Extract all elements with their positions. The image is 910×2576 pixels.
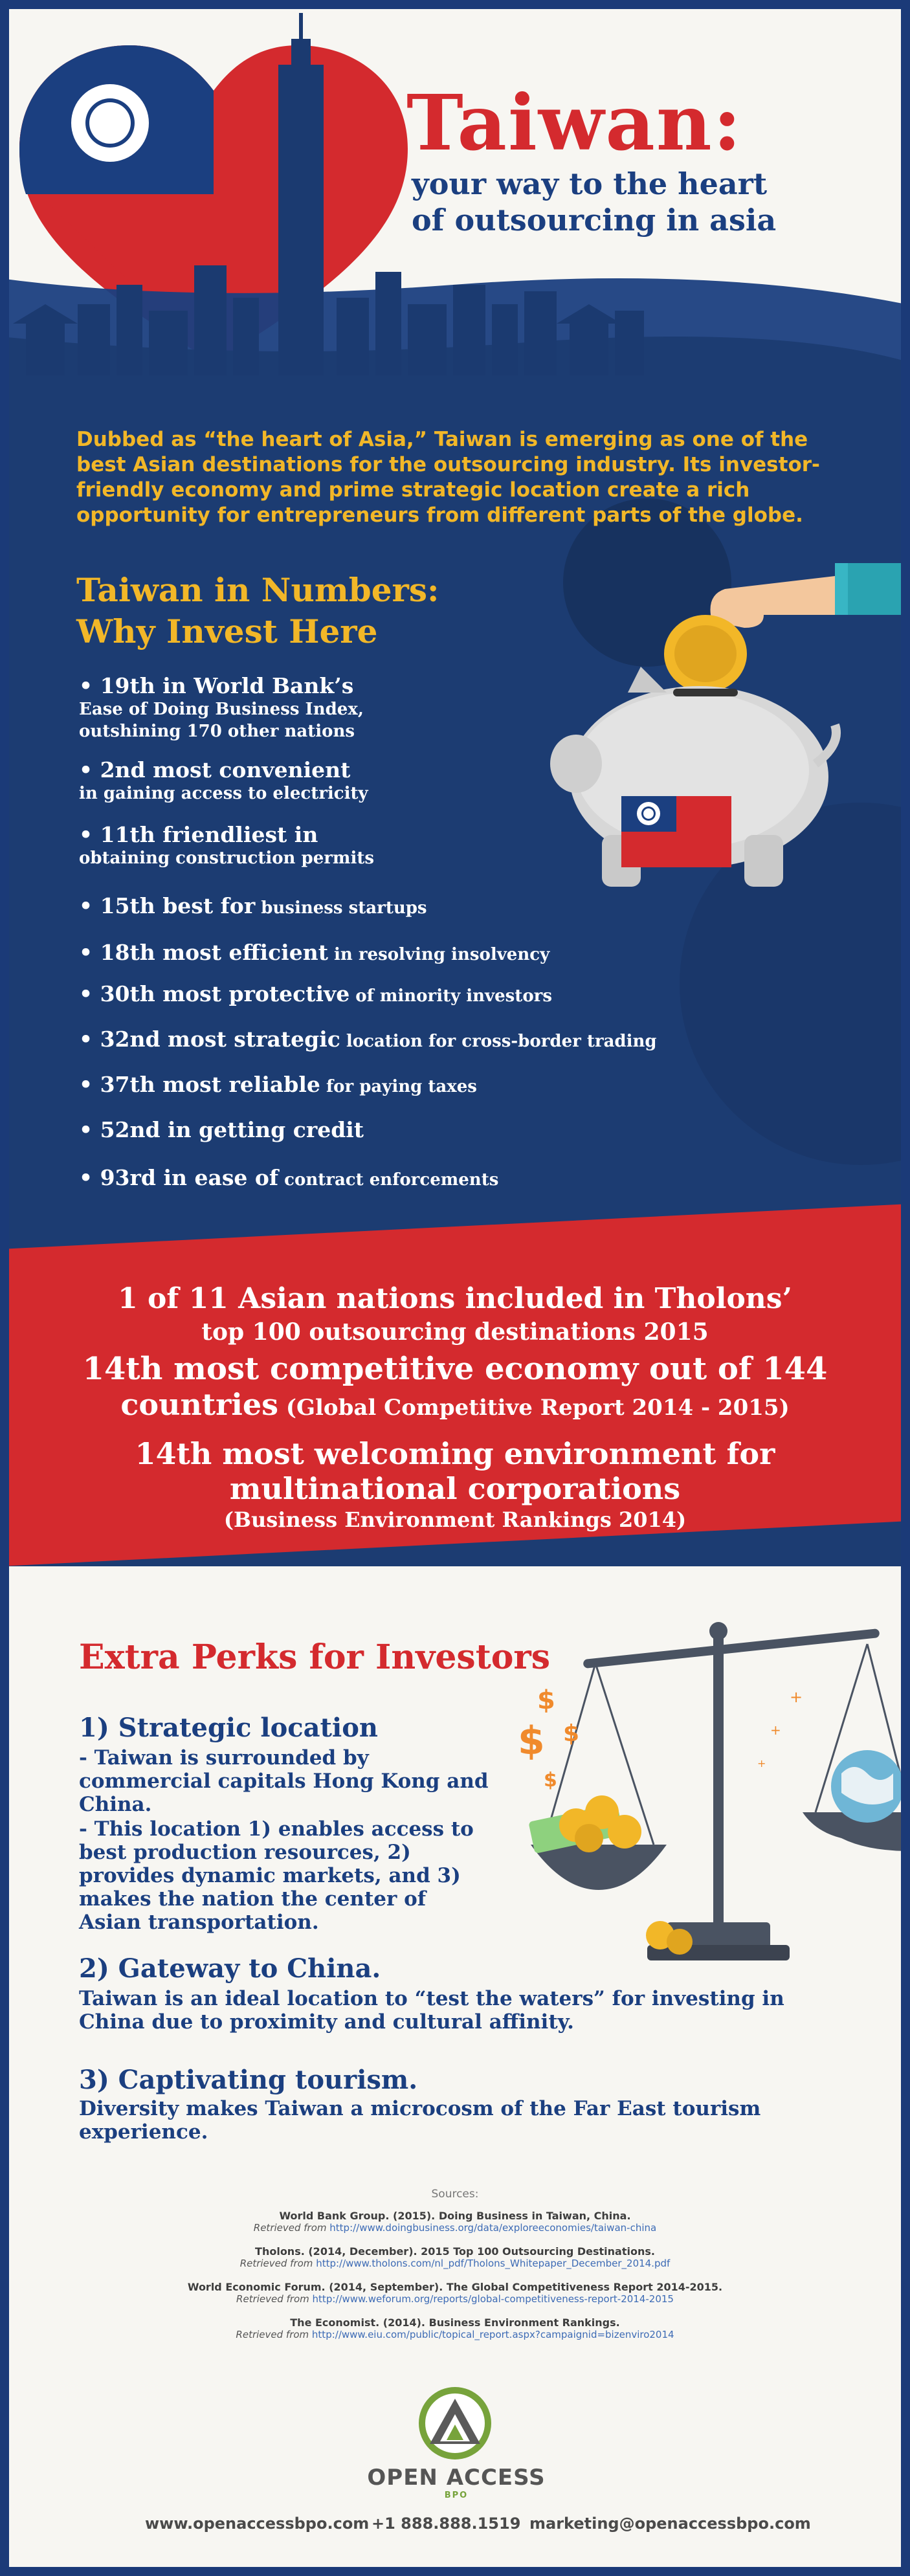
perk-3-body: Diversity makes Taiwan a microcosm of the Far East tourism experience. <box>79 2097 761 2144</box>
brand-sub: BPO <box>444 2491 469 2500</box>
perks-top-diagonal <box>0 1566 910 1617</box>
list-item: • 19th in World Bank’s Ease of Doing Business Index, outshining 170 other nations <box>79 673 364 741</box>
highlight-2-main: 14th most competitive economy out of 144 <box>82 1351 828 1387</box>
perks-heading: Extra Perks for Investors <box>79 1638 551 1677</box>
source-link[interactable]: http://www.weforum.org/reports/global-competitiveness-report-2014-2015 <box>312 2293 674 2305</box>
header <box>0 0 910 401</box>
source-link[interactable]: http://www.doingbusiness.org/data/exploreeconomies/taiwan-china <box>329 2222 657 2234</box>
list-item: • 11th friendliest in obtaining construction permits <box>79 822 374 868</box>
page-subtitle <box>412 166 904 238</box>
piggy-bank-illustration <box>531 550 906 913</box>
subtitle-line-2: of outsourcing in asia <box>412 203 777 238</box>
perk-1-body-2: - This location 1) enables access to best production resources, 2) provides dynamic markets, and 3) makes the nation the center of Asian transportation. <box>79 1817 474 1934</box>
svg-text:$: $ <box>544 1769 557 1792</box>
highlight-1-main: 1 of 11 Asian nations included in Tholons’ <box>118 1282 792 1315</box>
list-item: • 30th most protective of minority investors <box>79 981 552 1006</box>
website-link[interactable]: www.openaccessbpo.com <box>145 2515 370 2533</box>
source-item: World Bank Group. (2015). Doing Business in Taiwan, China. Retrieved from http://www.doingbusiness.org/data/exploreeconomies/taiwan-china <box>253 2210 657 2234</box>
numbers-heading <box>76 570 439 652</box>
svg-text:+: + <box>770 1722 781 1738</box>
svg-text:+: + <box>790 1688 803 1706</box>
list-item: • 15th best for business startups <box>79 893 427 918</box>
sources-heading: Sources: <box>431 2188 479 2201</box>
list-item: • 2nd most convenient in gaining access to electricity <box>79 757 368 803</box>
perk-2-body: Taiwan is an ideal location to “test the waters” for investing in China due to proximity and cultural affinity. <box>79 1987 784 2034</box>
subtitle-line-1: your way to the heart <box>412 166 768 201</box>
highlight-3-main-b: multinational corporations <box>229 1471 681 1506</box>
numbers-heading-line-1: Taiwan in Numbers: <box>76 571 439 609</box>
perk-1-heading: 1) Strategic location <box>79 1713 378 1743</box>
list-item: • 37th most reliable for paying taxes <box>79 1072 477 1097</box>
highlight-2-sub: countries (Global Competitive Report 2014 - 2015) <box>120 1387 790 1422</box>
perks-section <box>0 1566 910 2576</box>
svg-text:$: $ <box>518 1718 545 1764</box>
brand-name: OPEN ACCESS <box>367 2465 546 2491</box>
perk-1-body: - Taiwan is surrounded by commercial capitals Hong Kong and China. <box>79 1746 489 1816</box>
phone-number[interactable]: +1 888.888.1519 <box>372 2515 521 2533</box>
source-item: The Economist. (2014). Business Environment Rankings. Retrieved from http://www.eiu.com/public/topical_report.aspx?campaignid=bizenviro2014 <box>236 2316 674 2340</box>
highlights-band <box>0 1204 910 1566</box>
svg-text:$: $ <box>537 1685 555 1715</box>
source-item: World Economic Forum. (2014, September). The Global Competitiveness Report 2014-2015. Retrieved from http://www.weforum.org/reports/global-competitiveness-report-2014-2015 <box>187 2281 723 2305</box>
numbers-section <box>0 401 910 1236</box>
list-item: • 93rd in ease of contract enforcements <box>79 1165 499 1190</box>
perk-2-heading: 2) Gateway to China. <box>79 1953 381 1984</box>
list-item: • 52nd in getting credit <box>79 1117 364 1142</box>
list-item: • 18th most efficient in resolving insolvency <box>79 940 550 965</box>
page-title: Taiwan: <box>406 78 743 168</box>
highlight-1-sub: top 100 outsourcing destinations 2015 <box>201 1318 709 1346</box>
intro-paragraph: Dubbed as “the heart of Asia,” Taiwan is emerging as one of the best Asian destinations for the outsourcing industry. Its investor-friendly economy and prime strategic location create a rich opportunity for entrepreneurs from different parts of the globe. <box>76 428 820 527</box>
email-link[interactable]: marketing@openaccessbpo.com <box>529 2515 811 2533</box>
list-item: • 32nd most strategic location for cross-border trading <box>79 1027 657 1052</box>
highlight-3-sub: (Business Environment Rankings 2014) <box>223 1507 687 1532</box>
source-item: Tholons. (2014, December). 2015 Top 100 Outsourcing Destinations. Retrieved from http://www.tholons.com/nl_pdf/Tholons_Whitepaper_December_2014.pdf <box>239 2245 671 2269</box>
source-link[interactable]: http://www.eiu.com/public/topical_report.aspx?campaignid=bizenviro2014 <box>311 2329 674 2340</box>
sources-block <box>0 2188 910 2352</box>
svg-text:+: + <box>757 1757 766 1770</box>
open-access-logo-icon <box>408 2384 502 2462</box>
highlight-3-main-a: 14th most welcoming environment for <box>135 1436 775 1471</box>
balance-scale-illustration <box>505 1618 910 1981</box>
svg-text:$: $ <box>563 1720 580 1747</box>
numbers-heading-line-2: Why Invest Here <box>76 612 378 650</box>
source-link[interactable]: http://www.tholons.com/nl_pdf/Tholons_Whitepaper_December_2014.pdf <box>316 2258 671 2269</box>
perk-3-heading: 3) Captivating tourism. <box>79 2065 418 2095</box>
